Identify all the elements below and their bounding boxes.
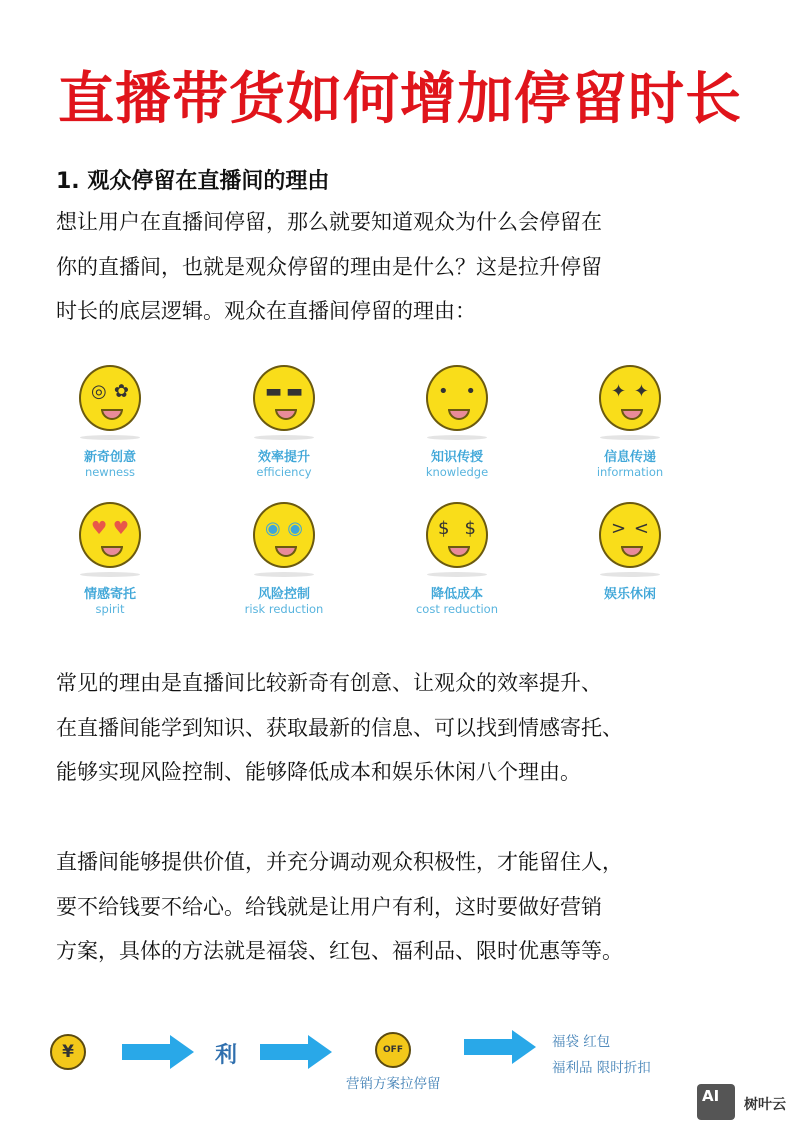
- text-line: 时长的底层逻辑。观众在直播间停留的理由：: [56, 299, 476, 323]
- sunglasses-emoji-icon: ▬ ▬: [253, 365, 315, 431]
- money-emoji-icon: $ $: [426, 502, 488, 568]
- text-line: 能够实现风险控制、能够降低成本和娱乐休闲八个理由。: [56, 760, 581, 784]
- robot-emoji-icon: ◎ ✿: [79, 365, 141, 431]
- reason-label: 新奇创意: [83, 450, 136, 465]
- text-line: 要不给钱要不给心。给钱就是让用户有利，这时要做好营销: [56, 894, 602, 919]
- reason-label: 情感寄托: [83, 587, 136, 602]
- text-line: 在直播间能学到知识、获取最新的信息、可以找到情感寄托、: [56, 715, 623, 740]
- reason-english: spirit: [95, 602, 125, 616]
- profit-label: 利: [215, 1043, 238, 1068]
- watermark-text: 树叶云: [744, 1097, 786, 1113]
- nerd-emoji-icon: ◉ ◉: [253, 502, 315, 568]
- text-line: 常见的理由是直播间比较新奇有创意、让观众的效率提升、: [56, 671, 602, 695]
- reason-label: 信息传递: [603, 450, 656, 465]
- reason-english: risk reduction: [244, 602, 324, 616]
- flow-list-line: 福利品 限时折扣: [552, 1060, 651, 1076]
- arrow-icon: [464, 1030, 536, 1064]
- section-heading: 1. 观众停留在直播间的理由: [56, 169, 330, 194]
- reason-english: information: [596, 465, 664, 479]
- reason-item: [209, 365, 359, 479]
- text-line: 你的直播间，也就是观众停留的理由是什么？这是拉升停留: [56, 254, 602, 279]
- reason-item: [382, 502, 532, 616]
- heart-eyes-emoji-icon: ♥ ♥: [79, 502, 141, 568]
- sparkle-eyes-emoji-icon: ✦ ✦: [599, 365, 661, 431]
- text-line: 直播间能够提供价值，并充分调动观众积极性，才能留住人，: [56, 850, 623, 874]
- reason-item: [555, 502, 705, 602]
- marketing-flow: [0, 1020, 800, 1131]
- reasons-paragraph: [56, 661, 776, 795]
- yen-coin-icon: ¥: [50, 1034, 86, 1070]
- reason-english: efficiency: [256, 465, 312, 479]
- reason-english: newness: [84, 465, 136, 479]
- reason-item: [555, 365, 705, 479]
- arrow-icon: [122, 1035, 194, 1069]
- reason-item: [382, 365, 532, 479]
- watermark-logo: AI: [697, 1084, 735, 1120]
- reason-english: cost reduction: [415, 602, 498, 616]
- text-line: 方案，具体的方法就是福袋、红包、福利品、限时优惠等等。: [56, 939, 623, 963]
- laughing-emoji-icon: > <: [599, 502, 661, 568]
- intro-paragraph: [56, 200, 776, 334]
- value-paragraph: [56, 840, 776, 974]
- reason-item: [209, 502, 359, 616]
- flow-list-line: 福袋 红包: [552, 1034, 611, 1050]
- reason-label: 效率提升: [257, 450, 310, 465]
- reason-label: 降低成本: [430, 587, 483, 602]
- reason-label: 风险控制: [257, 587, 310, 602]
- off-coupon-icon: OFF: [375, 1032, 411, 1068]
- text-line: 想让用户在直播间停留，那么就要知道观众为什么会停留在: [56, 210, 602, 234]
- arrow-icon: [260, 1035, 332, 1069]
- reason-label: 娱乐休闲: [603, 587, 656, 602]
- student-emoji-icon: • •: [426, 365, 488, 431]
- flow-caption: 营销方案拉停留: [346, 1076, 441, 1092]
- page-title: 直播带货如何增加停留时长: [58, 66, 742, 132]
- reason-label: 知识传授: [430, 450, 483, 465]
- reason-item: [35, 502, 185, 616]
- reason-english: knowledge: [425, 465, 489, 479]
- reason-item: [35, 365, 185, 479]
